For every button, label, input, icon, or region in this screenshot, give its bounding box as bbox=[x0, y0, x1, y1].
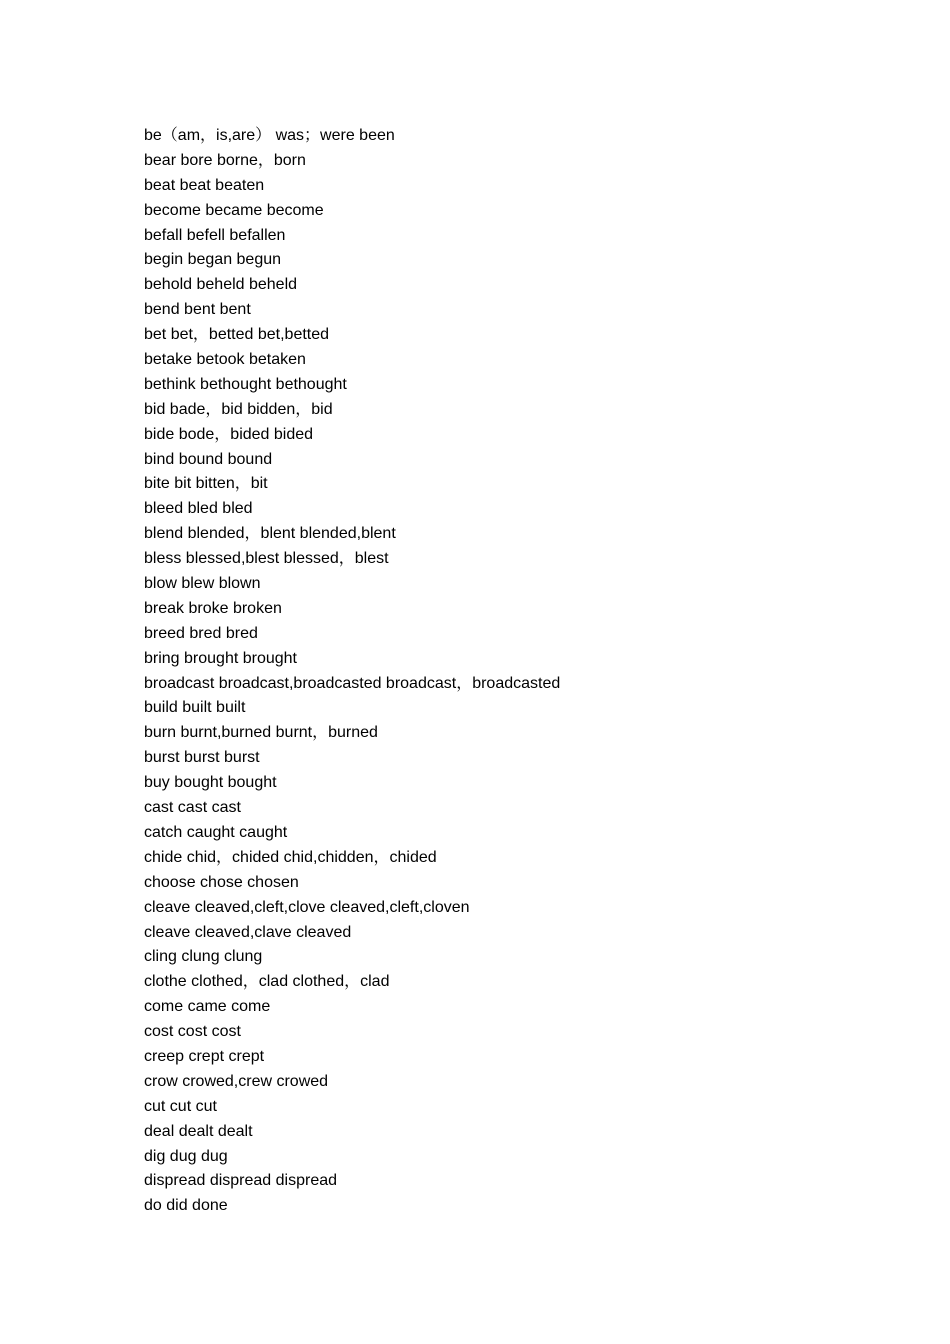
verb-line: dig dug dug bbox=[144, 1147, 228, 1165]
verb-line: buy bought bought bbox=[144, 774, 277, 792]
verb-line: broadcast broadcast,broadcasted broadcast，broadcasted bbox=[144, 674, 561, 692]
verb-line: cost cost cost bbox=[144, 1023, 241, 1041]
verb-line: build built built bbox=[144, 699, 246, 717]
verb-line: choose chose chosen bbox=[144, 873, 299, 891]
verb-line: crow crowed,crew crowed bbox=[144, 1072, 329, 1090]
verb-line: blend blended，blent blended,blent bbox=[144, 525, 396, 543]
verb-line: come came come bbox=[144, 998, 271, 1016]
verb-line: deal dealt dealt bbox=[144, 1122, 253, 1140]
verb-line: catch caught caught bbox=[144, 823, 288, 841]
verb-line: bear bore borne，born bbox=[144, 151, 306, 169]
verb-line: bless blessed,blest blessed，blest bbox=[144, 550, 389, 568]
verb-line: become became become bbox=[144, 201, 324, 219]
verb-line: clothe clothed，clad clothed，clad bbox=[144, 973, 390, 991]
verb-line: bleed bled bled bbox=[144, 500, 253, 518]
verb-line: be（am，is,are） was；were been bbox=[144, 127, 395, 144]
verb-line: do did done bbox=[144, 1197, 228, 1215]
verb-line: befall befell befallen bbox=[144, 226, 286, 244]
verb-line: burst burst burst bbox=[144, 749, 260, 767]
verb-line: cleave cleaved,cleft,clove cleaved,cleft,cloven bbox=[144, 898, 470, 916]
verb-line: break broke broken bbox=[144, 599, 282, 617]
verb-line: begin began begun bbox=[144, 251, 282, 269]
verb-line: cast cast cast bbox=[144, 799, 241, 817]
verb-line: bend bent bent bbox=[144, 301, 251, 319]
verb-line: cling clung clung bbox=[144, 948, 263, 966]
verb-line: cut cut cut bbox=[144, 1097, 217, 1115]
verb-line: bind bound bound bbox=[144, 450, 273, 468]
verb-line: chide chid，chided chid,chidden，chided bbox=[144, 848, 437, 866]
verb-line: cleave cleaved,clave cleaved bbox=[144, 923, 352, 941]
verb-line: betake betook betaken bbox=[144, 351, 306, 369]
verb-line: burn burnt,burned burnt，burned bbox=[144, 724, 378, 742]
verb-line: dispread dispread dispread bbox=[144, 1172, 338, 1190]
verb-line: beat beat beaten bbox=[144, 176, 265, 194]
verb-line: blow blew blown bbox=[144, 575, 261, 593]
verb-line: bid bade，bid bidden，bid bbox=[144, 400, 333, 418]
irregular-verb-list bbox=[144, 124, 560, 1219]
verb-line: creep crept crept bbox=[144, 1047, 265, 1065]
verb-line: bring brought brought bbox=[144, 649, 297, 667]
verb-line: bet bet，betted bet,betted bbox=[144, 326, 330, 344]
verb-line: bide bode，bided bided bbox=[144, 425, 314, 443]
verb-line: behold beheld beheld bbox=[144, 276, 298, 294]
verb-line: bethink bethought bethought bbox=[144, 375, 347, 393]
verb-line: breed bred bred bbox=[144, 624, 258, 642]
verb-line: bite bit bitten，bit bbox=[144, 475, 268, 493]
